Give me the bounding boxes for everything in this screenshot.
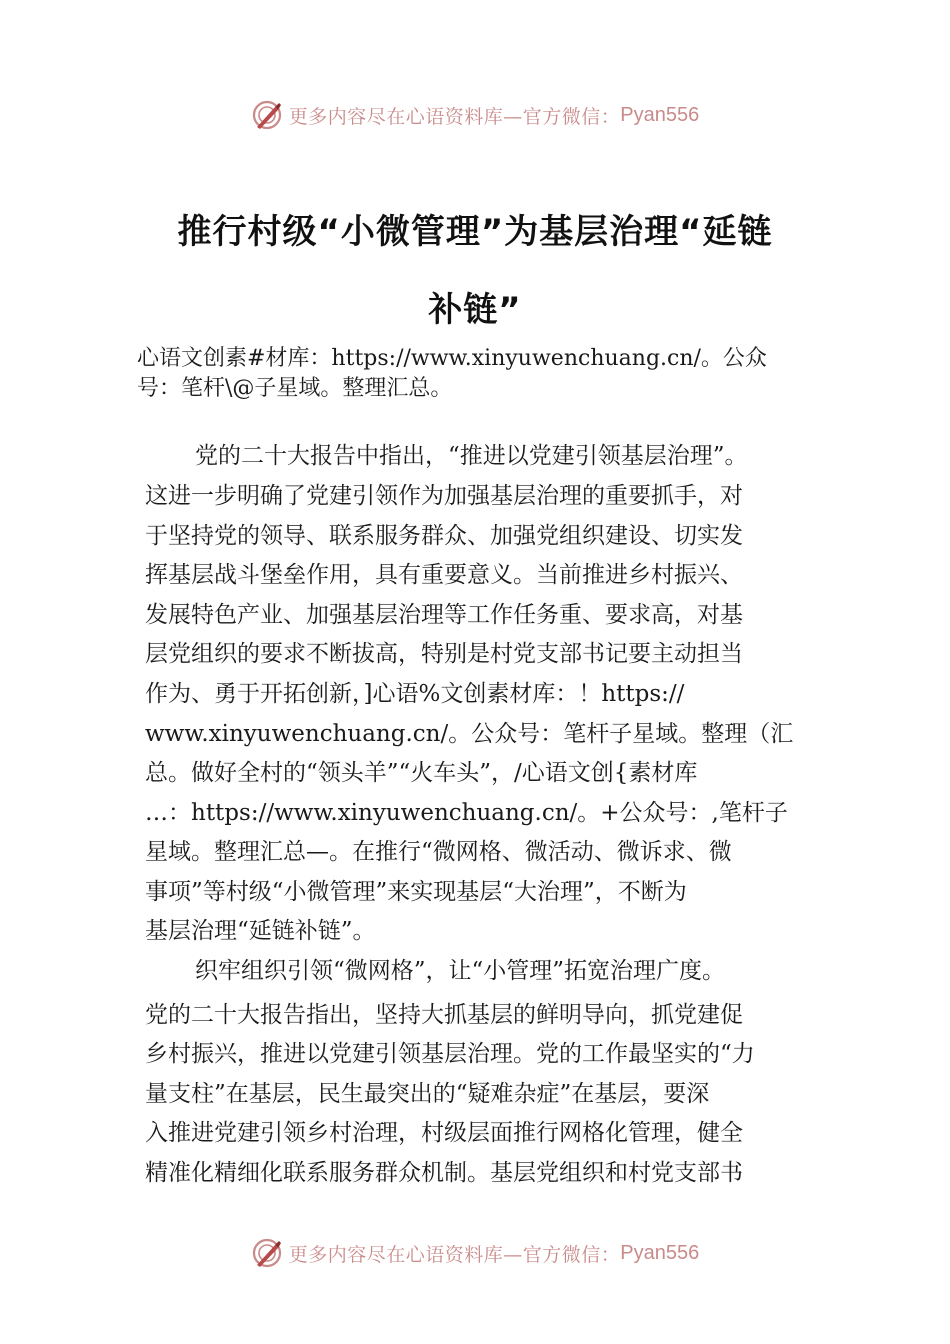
body-line: 量支柱”在基层，民生最突出的“疑难杂症”在基层，要深 (145, 1081, 710, 1107)
body-line: 党的二十大报告中指出，“推进以党建引领基层治理”。 (195, 443, 748, 469)
watermark-text: 更多内容尽在心语资料库—官方微信： (288, 105, 621, 128)
page-title-line-1: 推行村级“小微管理”为基层治理“延链 (177, 212, 773, 252)
body-line: 星域。整理汇总—。在推行“微网格、微活动、微诉求、微 (145, 839, 732, 865)
pen-logo-icon (251, 1237, 283, 1269)
source-note (137, 344, 827, 404)
body-line: 于坚持党的领导、联系服务群众、加强党组织建设、切实发 (145, 523, 743, 549)
watermark-text: 更多内容尽在心语资料库—官方微信： (288, 1243, 621, 1266)
pen-logo-icon (251, 99, 283, 131)
body-line: 这进一步明确了党建引领作为加强基层治理的重要抓手，对 (145, 483, 743, 509)
body-line: 党的二十大报告指出，坚持大抓基层的鲜明导向，抓党建促 (145, 1002, 743, 1028)
page-title-line-2: 补链” (428, 290, 522, 330)
body-line: 基层治理“延链补链”。 (145, 918, 376, 944)
body-line: 总。做好全村的“领头羊”“火车头”，/心语文创{素材库 (145, 760, 698, 786)
body-line: 织牢组织引领“微网格”，让“小管理”拓宽治理广度。 (195, 958, 726, 984)
watermark-wechat-id: Pyan556 (620, 1241, 700, 1264)
source-note-line-2: 号：笔杆\@子星域。整理汇总。 (137, 376, 453, 401)
body-line: 作为、勇于开拓创新，]心语%文创素材库：！https:// (145, 681, 685, 707)
body-line: 精准化精细化联系服务群众机制。基层党组织和村党支部书 (145, 1160, 743, 1186)
body-line: 事项”等村级“小微管理”来实现基层“大治理”，不断为 (145, 879, 687, 905)
body-line: 乡村振兴，推进以党建引领基层治理。党的工作最坚实的“力 (145, 1041, 755, 1067)
body-line: 入推进党建引领乡村治理，村级层面推行网格化管理，健全 (145, 1120, 743, 1146)
body-line: 挥基层战斗堡垒作用，具有重要意义。当前推进乡村振兴、 (145, 562, 743, 588)
body-line: …：https://www.xinyuwenchuang.cn/。+公众号：,笔杆子 (145, 800, 788, 826)
body-line: 发展特色产业、加强基层治理等工作任务重、要求高，对基 (145, 602, 743, 628)
watermark-wechat-id: Pyan556 (620, 103, 700, 126)
body-line: www.xinyuwenchuang.cn/。公众号：笔杆子星域。整理（汇 (145, 721, 794, 747)
source-note-line-1: 心语文创素#材库：https://www.xinyuwenchuang.cn/。公众 (137, 346, 767, 371)
body-line: 层党组织的要求不断拔高，特别是村党支部书记要主动担当 (145, 641, 743, 667)
header-watermark (0, 95, 950, 135)
footer-watermark (0, 1233, 950, 1273)
